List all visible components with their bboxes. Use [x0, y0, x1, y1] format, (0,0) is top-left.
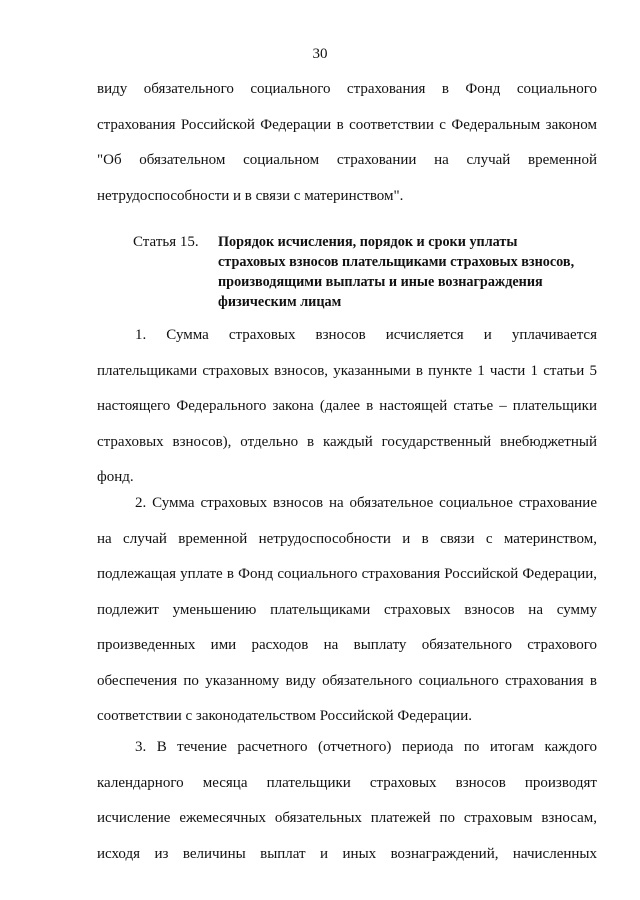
- text-line: подлежит уменьшению плательщиками страховых взносов на сумму: [97, 601, 597, 618]
- text-line: 2. Сумма страховых взносов на обязательное социальное страхование: [135, 495, 597, 511]
- text-line: исчисление ежемесячных обязательных платежей по страховым взносам,: [97, 810, 597, 826]
- text-line: подлежащая уплате в Фонд социального страхования Российской Федерации,: [97, 566, 597, 582]
- text-line: 3. В течение расчетного (отчетного) периода по итогам каждого: [135, 739, 597, 755]
- text-line: фонд.: [97, 469, 134, 485]
- text-line: настоящего Федерального закона (далее в настоящей статье – плательщики: [97, 398, 597, 414]
- article-title-line: физическим лицам: [218, 294, 342, 310]
- article-title-line: производящими выплаты и иные вознаграждения: [218, 274, 543, 290]
- article-title-line: Порядок исчисления, порядок и сроки уплаты: [218, 234, 518, 250]
- text-line: произведенных ими расходов на выплату обязательного страхового: [97, 637, 597, 653]
- article-title: [218, 232, 598, 312]
- text-line: исходя из величины выплат и иных вознаграждений, начисленных: [97, 845, 597, 862]
- text-line: страхования Российской Федерации в соответствии с Федеральным законом: [97, 116, 597, 133]
- text-line: нетрудоспособности и в связи с материнством".: [97, 187, 404, 204]
- text-line: 1. Сумма страховых взносов исчисляется и уплачивается: [135, 327, 597, 343]
- text-line: соответствии с законодательством Российской Федерации.: [97, 708, 472, 724]
- text-line: "Об обязательном социальном страховании на случай временной: [97, 152, 597, 168]
- paragraph-3: [97, 730, 597, 872]
- text-line: виду обязательного социального страхования в Фонд социального: [97, 81, 597, 97]
- intro-paragraph: [97, 72, 597, 214]
- paragraph-2: [97, 486, 597, 735]
- text-line: на случай временной нетрудоспособности и в связи с материнством,: [97, 530, 597, 547]
- page-number: 30: [312, 46, 328, 62]
- text-line: календарного месяца плательщики страховых взносов производят: [97, 774, 597, 791]
- text-line: страховых взносов), отдельно в каждый государственный внебюджетный: [97, 433, 597, 450]
- paragraph-1: [97, 318, 597, 496]
- article-title-line: страховых взносов плательщиками страховых взносов,: [218, 254, 575, 270]
- text-line: плательщиками страховых взносов, указанными в пункте 1 части 1 статьи 5: [97, 362, 597, 379]
- text-line: обеспечения по указанному виду обязательного социального страхования в: [97, 672, 597, 689]
- article-label: Статья 15.: [133, 234, 199, 250]
